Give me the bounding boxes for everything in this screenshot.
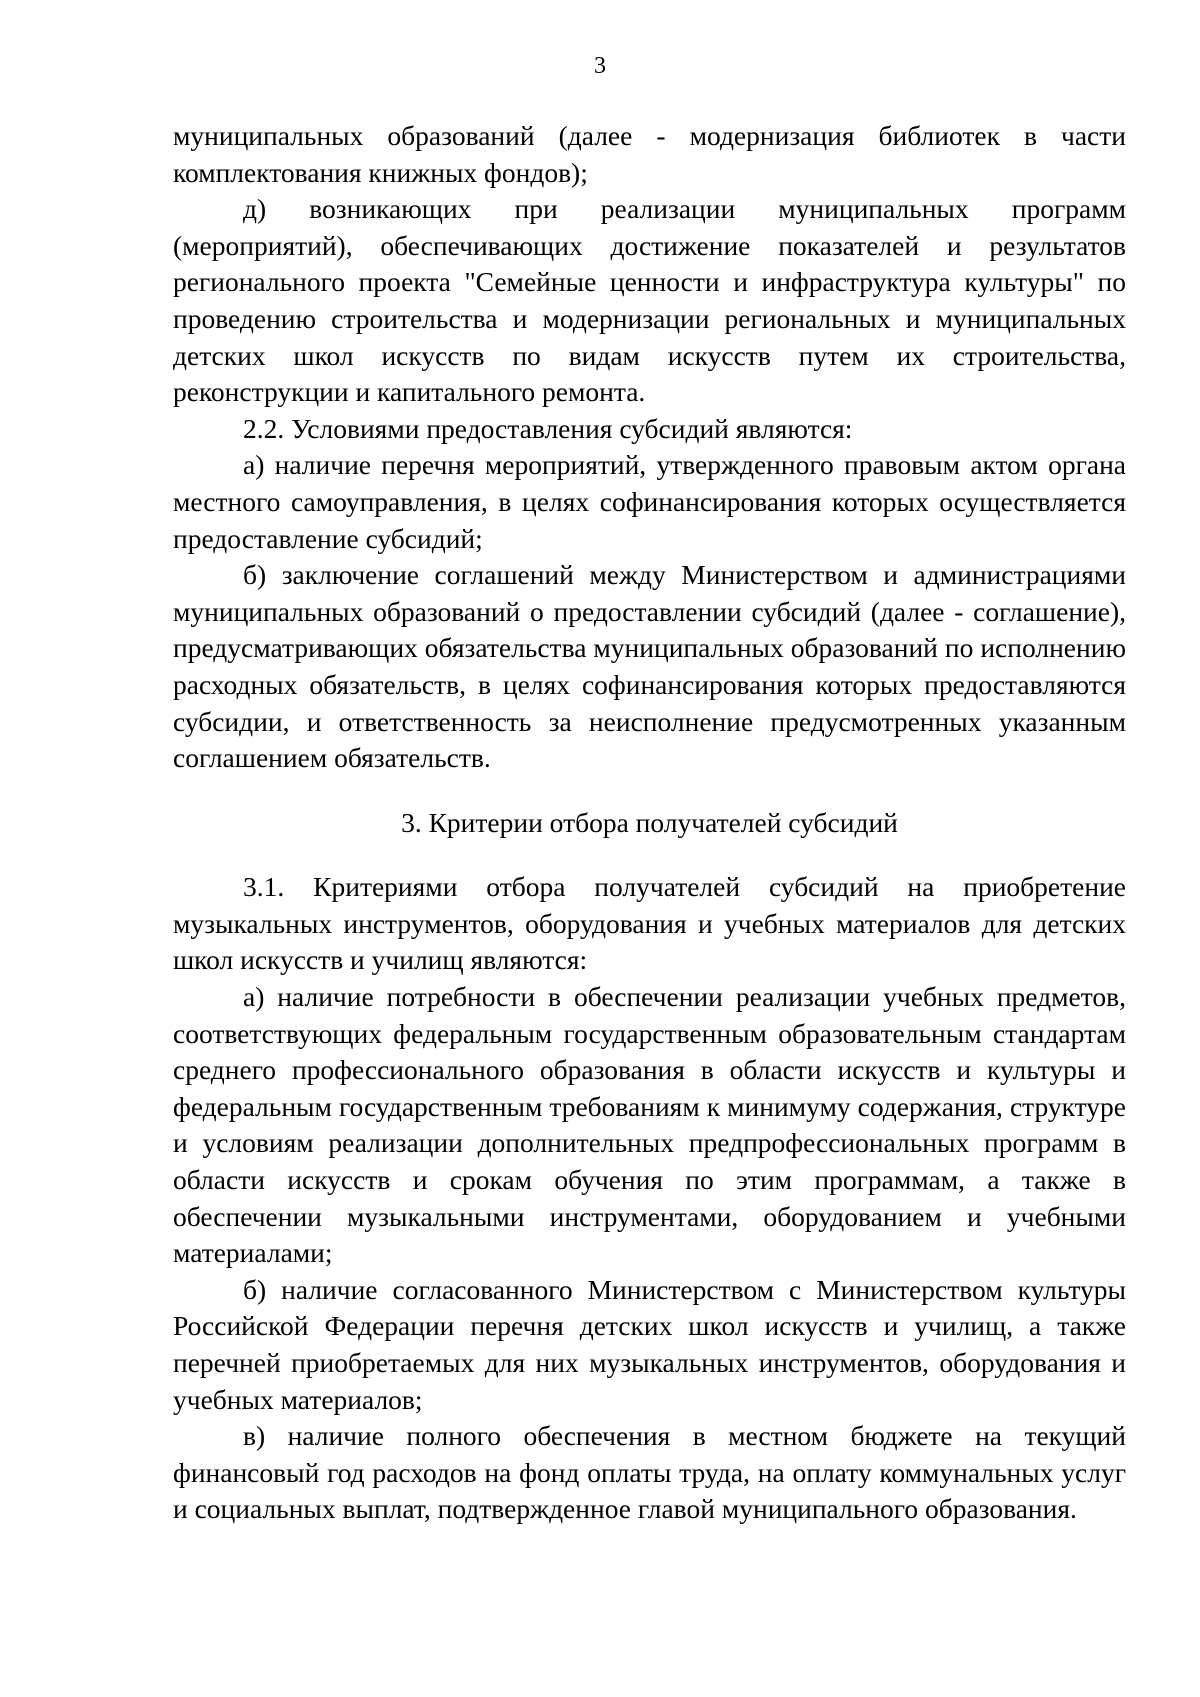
paragraph-criteria-a: а) наличие потребности в обеспечении реализации учебных предметов, соответствующих федеральным государственным образовательным стандартам среднего профессионального образования в области искусств и культуры и федеральным государственным требованиям к минимуму содержания, структуре и условиям реализации дополнительных предпрофессиональных программ в области искусств и срокам обучения по этим программам, а также в обеспечении музыкальными инструментами, оборудованием и учебными материалами; bbox=[173, 981, 1126, 1269]
paragraph-item-b: б) заключение соглашений между Министерством и администрациями муниципальных образований о предоставлении субсидий (далее - соглашение), предусматривающих обязательства муниципальных образований по исполнению расходных обязательств, в целях софинансирования которых предоставляются субсидии, и ответственность за неисполнение предусмотренных указанным соглашением обязательств. bbox=[173, 559, 1126, 774]
paragraph-continuation: муниципальных образований (далее - модернизация библиотек в части комплектования книжных фондов); bbox=[173, 120, 1126, 188]
paragraph-item-a: а) наличие перечня мероприятий, утвержденного правовым актом органа местного самоуправления, в целях софинансирования которых осуществляется предоставление субсидий; bbox=[173, 449, 1126, 554]
paragraph-2-2: 2.2. Условиями предоставления субсидий являются: bbox=[243, 412, 853, 444]
paragraph-criteria-v: в) наличие полного обеспечения в местном бюджете на текущий финансовый год расходов на фонд оплаты труда, на оплату коммунальных услуг и социальных выплат, подтвержденное главой муниципального образования. bbox=[173, 1420, 1126, 1525]
page-number: 3 bbox=[594, 53, 606, 79]
paragraph-3-1: 3.1. Критериями отбора получателей субсидий на приобретение музыкальных инструментов, оборудования и учебных материалов для детских школ искусств и училищ являются: bbox=[173, 871, 1126, 976]
section-heading: 3. Критерии отбора получателей субсидий bbox=[401, 806, 898, 838]
paragraph-criteria-b: б) наличие согласованного Министерством с Министерством культуры Российской Федерации перечня детских школ искусств и училищ, а также перечней приобретаемых для них музыкальных инструментов, оборудования и учебных материалов; bbox=[173, 1273, 1126, 1415]
paragraph-item-d: д) возникающих при реализации муниципальных программ (мероприятий), обеспечивающих достижение показателей и результатов регионального проекта "Семейные ценности и инфраструктура культуры" по проведению строительства и модернизации региональных и муниципальных детских школ искусств по видам искусств путем их строительства, реконструкции и капитального ремонта. bbox=[173, 193, 1126, 408]
document-body bbox=[173, 118, 1126, 1528]
